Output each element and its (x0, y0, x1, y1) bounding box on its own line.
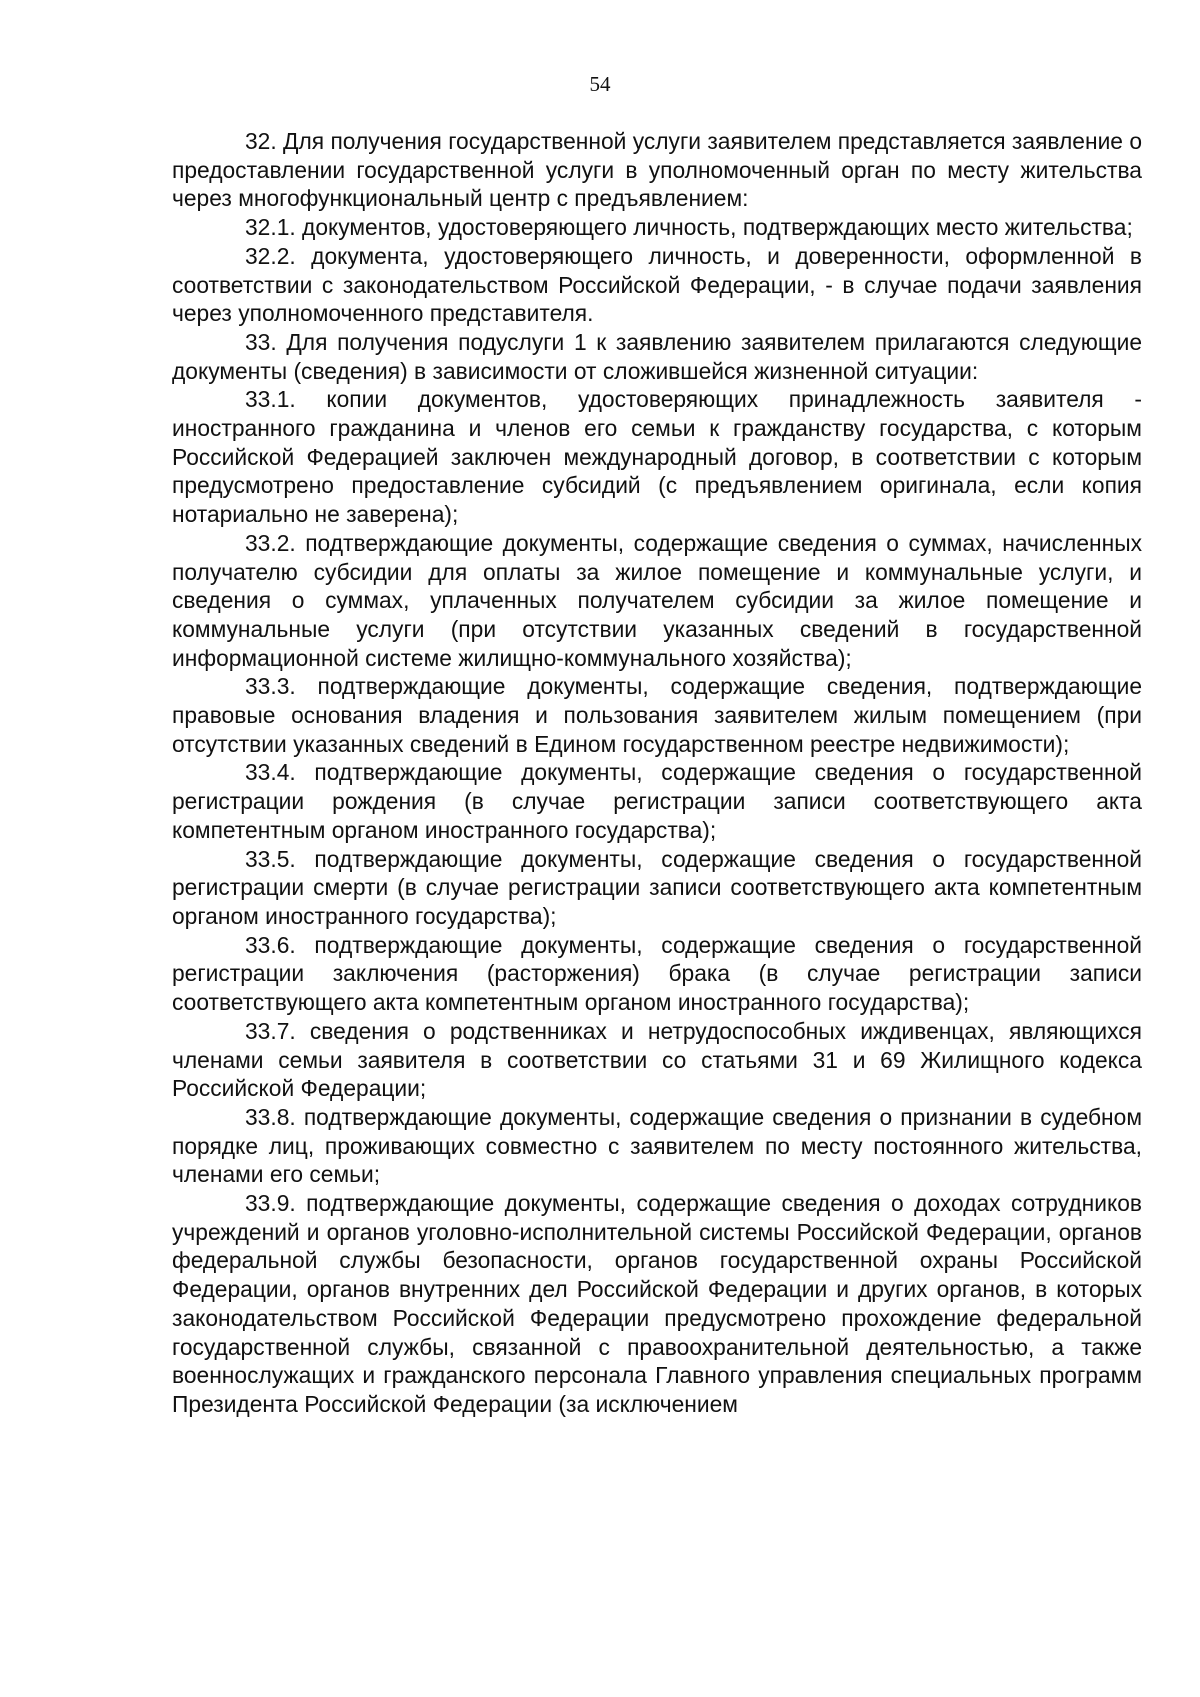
paragraph-33-6: 33.6. подтверждающие документы, содержащие сведения о государственной регистрации заключения (расторжения) брака (в случае регистрации записи соответствующего акта компетентным органом иностранного государства); (172, 931, 1142, 1016)
paragraph-32-1: 32.1. документов, удостоверяющего личность, подтверждающих место жительства; (245, 214, 1133, 241)
paragraph-32: 32. Для получения государственной услуги заявителем представляется заявление о предоставлении государственной услуги в уполномоченный орган по месту жительства через многофункциональный центр с предъявлением: (172, 128, 1142, 212)
paragraph-33-3: 33.3. подтверждающие документы, содержащие сведения, подтверждающие правовые основания владения и пользования заявителем жилым помещением (при отсутствии указанных сведений в Едином государственном реестре недвижимости); (172, 673, 1142, 757)
paragraph-33: 33. Для получения подуслуги 1 к заявлению заявителем прилагаются следующие документы (сведения) в зависимости от сложившейся жизненной ситуации: (172, 328, 1142, 384)
paragraph-32-2: 32.2. документа, удостоверяющего личность, и доверенности, оформленной в соответствии с законодательством Российской Федерации, - в случае подачи заявления через уполномоченного представителя. (172, 242, 1142, 327)
paragraph-33-5: 33.5. подтверждающие документы, содержащие сведения о государственной регистрации смерти (в случае регистрации записи соответствующего акта компетентным органом иностранного государства); (172, 845, 1142, 929)
document-body (172, 127, 1142, 1419)
paragraph-33-8: 33.8. подтверждающие документы, содержащие сведения о признании в судебном порядке лиц, проживающих совместно с заявителем по месту постоянного жительства, членами его семьи; (172, 1103, 1142, 1188)
paragraph-33-9: 33.9. подтверждающие документы, содержащие сведения о доходах сотрудников учреждений и органов уголовно-исполнительной системы Российской Федерации, органов федеральной службы безопасности, органов государственной охраны Российской Федерации, органов внутренних дел Российской Федерации и других органов, в которых законодательством Российской Федерации предусмотрено прохождение федеральной государственной службы, связанной с правоохранительной деятельностью, а также военнослужащих и гражданского персонала Главного управления специальных программ Президента Российской Федерации (за исключением (172, 1190, 1142, 1417)
page-number: 54 (589, 72, 611, 96)
paragraph-33-7: 33.7. сведения о родственниках и нетрудоспособных иждивенцах, являющихся членами семьи заявителя в соответствии со статьями 31 и 69 Жилищного кодекса Российской Федерации; (172, 1017, 1142, 1102)
paragraph-33-1: 33.1. копии документов, удостоверяющих принадлежность заявителя - иностранного гражданина и членов его семьи к гражданству государства, с которым Российской Федерацией заключен международный договор, в соответствии с которым предусмотрено предоставление субсидий (с предъявлением оригинала, если копия нотариально не заверена); (172, 386, 1142, 528)
paragraph-33-4: 33.4. подтверждающие документы, содержащие сведения о государственной регистрации рождения (в случае регистрации записи соответствующего акта компетентным органом иностранного государства); (172, 759, 1142, 843)
paragraph-33-2: 33.2. подтверждающие документы, содержащие сведения о суммах, начисленных получателю субсидии для оплаты за жилое помещение и коммунальные услуги, и сведения о суммах, уплаченных получателем субсидии за жилое помещение и коммунальные услуги (при отсутствии указанных сведений в государственной информационной системе жилищно-коммунального хозяйства); (172, 529, 1142, 671)
